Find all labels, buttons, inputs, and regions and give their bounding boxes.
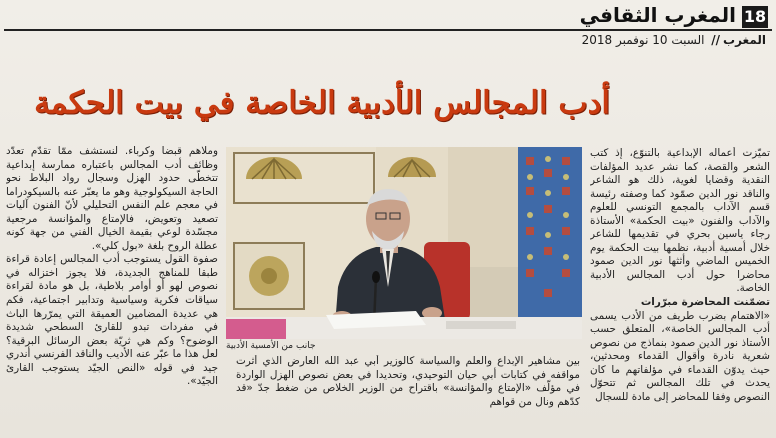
article-column-right	[590, 147, 770, 438]
dateline	[582, 33, 766, 47]
column-right-text-2: «الاهتمام بضرب طريف من الأدب يسمى أدب المجالس الخاصة»، المتعلق حسب الأستاذ نور الدين صمود بنماذج من نصوص شعرية نادرة وأقوال القدماء ومحدثين، حيث يدوّن القدماء في مؤلفاتهم ما كان يحدث في تلك المجالس ثم تتحوّل النصوص وفقا للمحاضر إلى مادة للسجال	[590, 309, 770, 403]
article-column-bottom: بين مشاهير الإبداع والعلم والسياسة كالوزير أبي عبد الله العارض الذي أثرت مواقفه في كتابات أبي حيان التوحيدي، وتحديدا في بعض نصوص الهزل الواردة في مؤلّف «الإمتاع والمؤانسة» باقتراح من الوزير الخلاص من ضغط جدّ «قد كدّهم ونال من قواهم	[236, 355, 580, 408]
article-column-left	[6, 145, 218, 438]
column-left-text-2: صفوة القول يستوجب أدب المجالس إعادة قراءة طبقا للمناهج الجديدة، فلا يجوز اختزاله في نصوص لهو أو أوامر بلاطية، بل هو مادة لقراءة سياقات فكرية وسياسية وتدابير اجتماعية، فكم هي عديدة المضامين العميقة التي يمرّرها الباث في مفردات تبدو للقارئ السطحي شديدة الوضوح؟ وكم هي ثريّة بعض الرسائل البرقية؟ لعل هذا ما عبّر عنه الأديب والناقد الفرنسي أندري جيد في قوله «النص الجيّد يستوجب القارئ الجيّد».	[6, 253, 218, 388]
article-headline: أدب المجالس الأدبية الخاصة في بيت الحكمة	[34, 85, 610, 121]
section-title: المغرب الثقافي	[579, 3, 736, 27]
dateline-separator: //	[711, 33, 721, 47]
column-right-subheading: تضمّنت المحاضرة مبرّرات	[640, 296, 770, 309]
header-divider	[4, 29, 772, 31]
photo-caption: جانب من الأمسية الأدبية	[226, 341, 316, 351]
page-number: 18	[743, 7, 767, 26]
article-photo	[226, 147, 582, 339]
column-left-text: وملاهم قبضا وكرباء. لنستشف ممّا تقدّم تعدّد وظائف أدب المجالس باعتباره ممارسة إبداعية تتخطّى حدود الهزل وسجال رواد البلاط نحو الحاجة السيكولوجية وهو ما يعبّر عنه بالسيكودراما في معجم علم النفس التحليلي لأنّ الفنون آليات تصعيد وتعويض، فالإمتاع والمؤانسة مرجعية مجسّدة لوعي بقيمة الخيال الفني من جهة كونه عطلة الروح بلغة «بول كلي».	[6, 145, 218, 252]
newspaper-name: المغرب	[723, 33, 766, 47]
issue-date: السبت 10 نوفمبر 2018	[581, 33, 705, 47]
column-right-text: تميّزت أعماله الإبداعية بالتنوّع، إذ كتب الشعر والقصة، كما نشر عديد المؤلفات النقدية وقضايا لغوية، ذلك هو الشاعر والناقد نور الدين صمّود كما وصفته رئيسة قسم الآداب بالمجمع التونسي للعلوم والآداب والفنون «بيت الحكمة» الأستاذة رجاء ياسين بحري في تقديمها للشاعر خلال أمسية أدبية، نظمها بيت الحكمة يوم الخميس الماضي وأثثها نور الدين صمود محاضرا حول أدب المجالس الأدبية الخاصة.	[590, 147, 770, 295]
